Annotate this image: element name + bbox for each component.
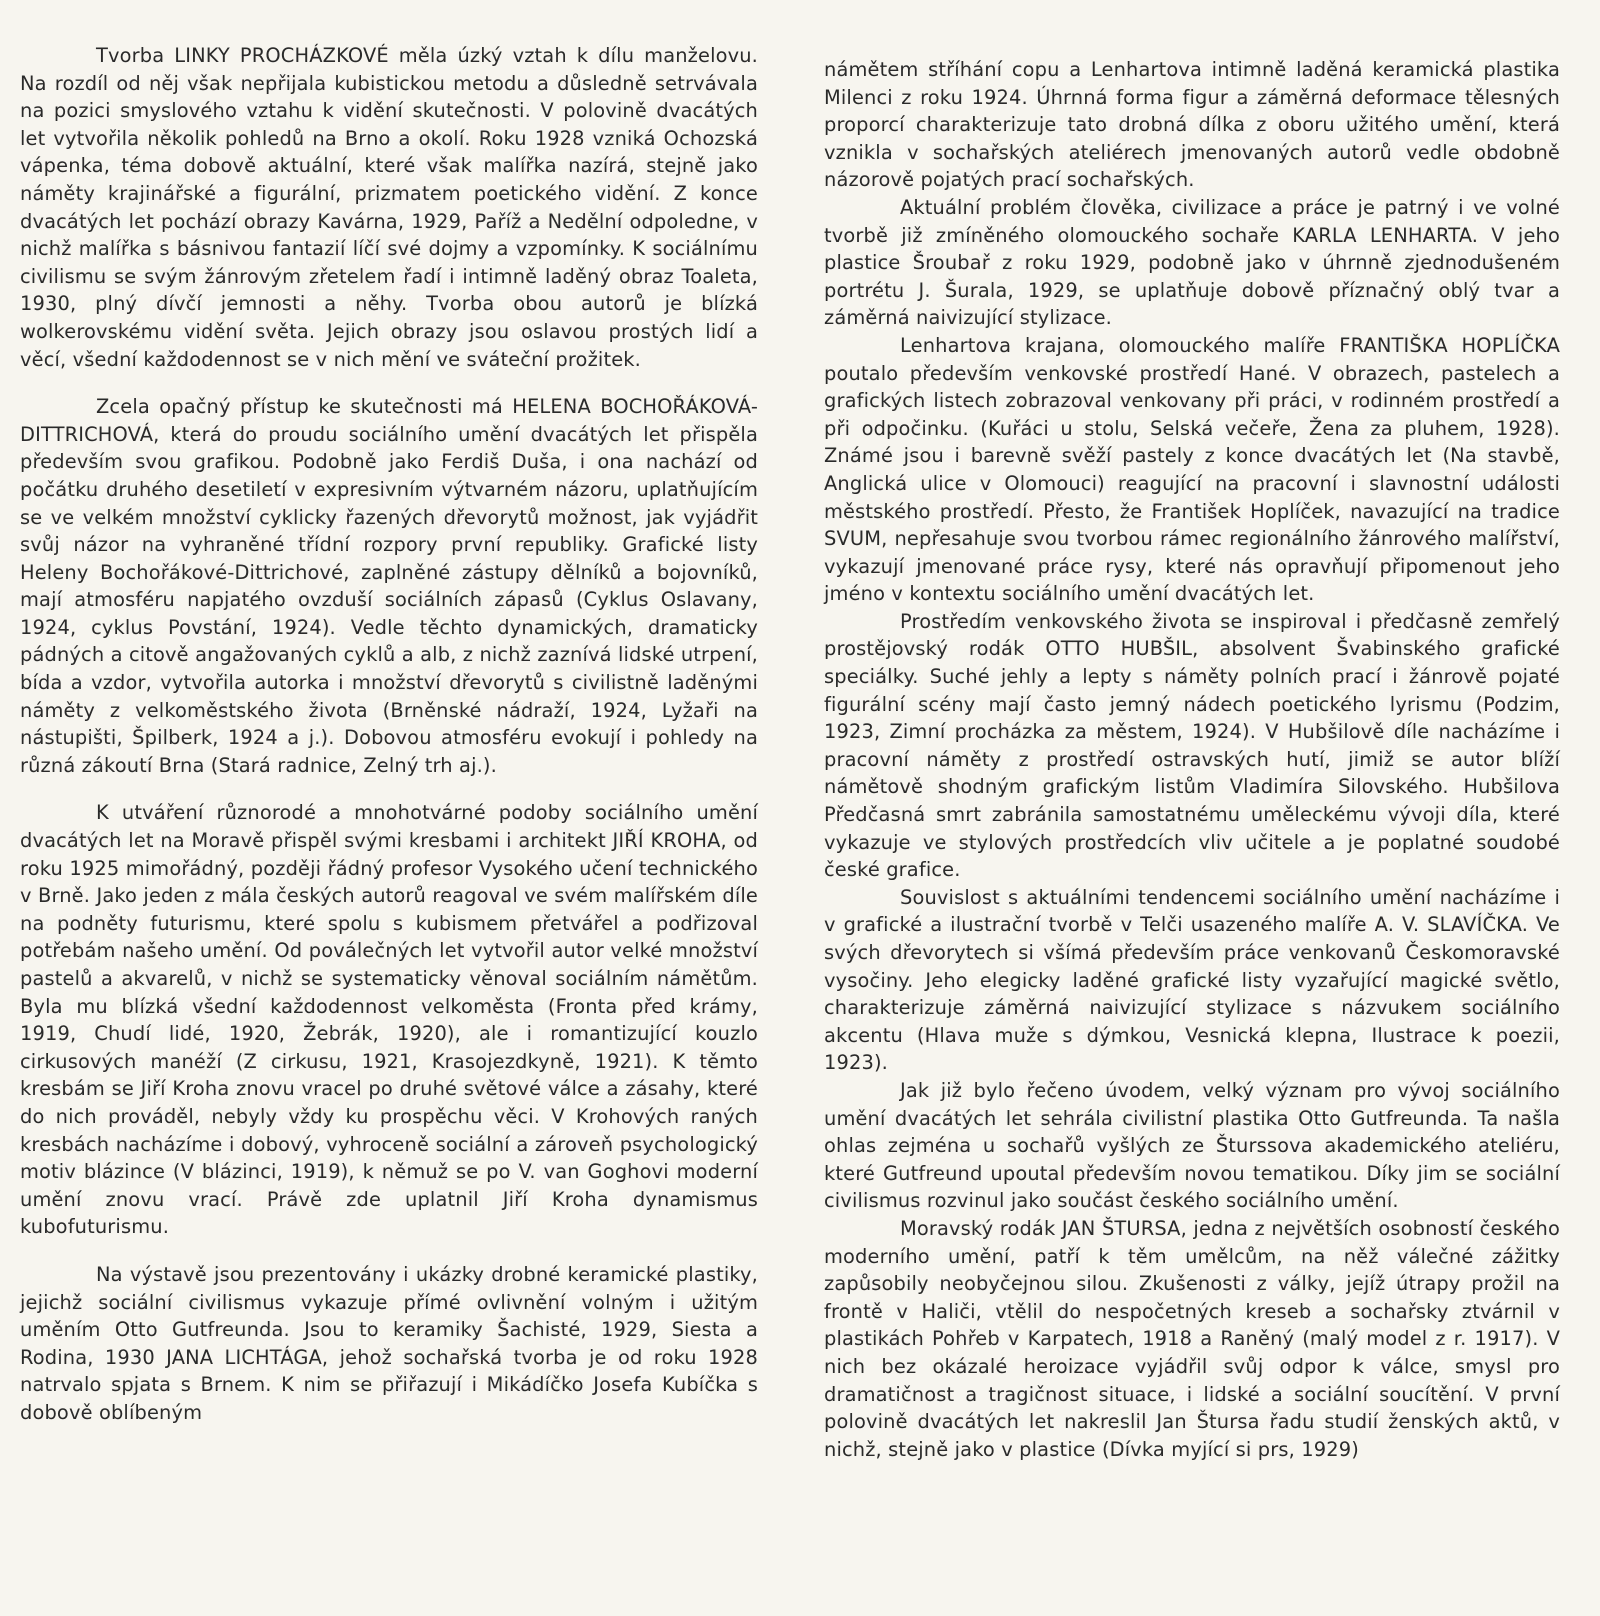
- paragraph-lenhart: Aktuální problém člověka, civilizace a práce je patrný i ve volné tvorbě již zmíněného olomouckého sochaře KARLA LENHARTA. V jeho plastice Šroubař z roku 1929, podobně jako v úhrnně zjednodušeném portrétu J. Šurala, 1929, se uplatňuje dobově příznačný oblý tvar a záměrná naivizující stylizace.: [824, 195, 1560, 330]
- paragraph-bochorakova: Zcela opačný přístup ke skutečnosti má HELENA BOCHOŘÁKOVÁ-DITTRICHOVÁ, která do proudu sociálního umění dvacátých let přispěla především svou grafikou. Podobně jako Ferdiš Duša, i ona nachází od počátku druhého desetiletí v expresivním výtvarném názoru, uplatňujícím se ve velkém množství cyklicky řazených dřevorytů možnost, jak vyjádřit svůj názor na vyhraněné třídní rozpory první republiky. Grafické listy Heleny Bochořákové-Dittrichové, zaplněné zástupy dělníků a bojovníků, mají atmosféru napjatého ovzduší sociálních zápasů (Cyklus Oslavany, 1924, cyklus Povstání, 1924). Vedle těchto dynamických, dramaticky pádných a citově angažovaných cyklů a alb, z nichž zaznívá lidské utrpení, bída a vzdor, vytvořila autorka i množství dřevorytů s civilistně laděnými náměty z velkoměstského života (Brněnské nádraží, 1924, Lyžaři na nástupišti, Špilberk, 1924 a j.). Dobovou atmosféru evokují i pohledy na různá zákoutí Brna (Stará radnice, Zelný trh aj.).: [20, 395, 758, 777]
- paragraph-gutfreund: Jak již bylo řečeno úvodem, velký význam pro vývoj sociálního umění dvacátých let sehrála civilistní plastika Otto Gutfreunda. Ta našla ohlas zejména u sochařů vyšlých ze Šturssova akademického ateliéru, které Gutfreund upoutal především novou tematikou. Díky jim se sociální civilismus rozvinul jako součást českého sociálního umění.: [824, 1078, 1560, 1213]
- paragraph-stursa: Moravský rodák JAN ŠTURSA, jedna z největších osobností českého moderního umění, patří k těm umělcům, na něž válečné zážitky zapůsobily neobyčejnou silou. Zkušenosti z války, jejíž útrapy prožil na frontě v Haliči, vtělil do nespočetných kreseb a sochařsky ztvárnil v plastikách Pohřeb v Karpatech, 1918 a Raněný (malý model z r. 1917). V nich bez okázalé heroizace vyjádřil svůj odpor k válce, smysl pro dramatičnost a tragičnost situace, i lidské a sociální soucítění. V první polovině dvacátých let nakreslil Jan Štursa řadu studií ženských aktů, v nichž, stejně jako v plastice (Dívka myjící si prs, 1929): [824, 1216, 1560, 1461]
- paragraph-kroha: K utváření různorodé a mnohotvárné podoby sociálního umění dvacátých let na Moravě přispěl svými kresbami i architekt JIŘÍ KROHA, od roku 1925 mimořádný, později řádný profesor Vysokého učení technického v Brně. Jako jeden z mála českých autorů reagoval ve svém malířském díle na podněty futurismu, které spolu s kubismem přetvářel a podřizoval potřebám našeho umění. Od poválečných let vytvořil autor velké množství pastelů a akvarelů, v nichž se systematicky věnoval sociálním námětům. Byla mu blízká všední každodennost velkoměsta (Fronta před krámy, 1919, Chudí lidé, 1920, Žebrák, 1920), ale i romantizující kouzlo cirkusových manéží (Z cirkusu, 1921, Krasojezdkyně, 1921). K těmto kresbám se Jiří Kroha znovu vracel po druhé světové válce a zásahy, které do nich prováděl, nebyly vždy ku prospěchu věci. V Krohových raných kresbách nacházíme i dobový, vyhroceně sociální a zároveň psychologický motiv blázince (V blázinci, 1919), k němuž se po V. van Goghovi moderní umění znovu vrací. Právě zde uplatnil Jiří Kroha dynamismus kubofuturismu.: [20, 801, 758, 1239]
- paragraph-slavicek: Souvislost s aktuálními tendencemi sociálního umění nacházíme i v grafické a ilustrační tvorbě v Telči usazeného malíře A. V. SLAVÍČKA. Ve svých dřevorytech si všímá především práce venkovanů Českomoravské vysočiny. Jeho elegicky laděné grafické listy vyzařující magické světlo, charakterizuje záměrná naivizující stylizace s názvukem sociálního akcentu (Hlava muže s dýmkou, Vesnická klepna, Ilustrace k poezii, 1923).: [824, 885, 1560, 1075]
- paragraph-ceramics-continued: námětem stříhání copu a Lenhartova intimně laděná keramická plastika Milenci z roku 1924. Úhrnná forma figur a záměrná deformace tělesných proporcí charakterizuje tato drobná dílka z oboru užitého umění, která vznikla v sochařských ateliérech jmenovaných autorů vedle obdobně názorově pojatých prací sochařských.: [824, 58, 1560, 192]
- left-text-column: [20, 42, 758, 1616]
- paragraph-prochazkova: Tvorba LINKY PROCHÁZKOVÉ měla úzký vztah k dílu manželovu. Na rozdíl od něj však nepřijala kubistickou metodu a důsledně setrvávala na pozici smyslového vztahu k vidění skutečnosti. V polovině dvacátých let vytvořila několik pohledů na Brno a okolí. Roku 1928 vzniká Ochozská vápenka, téma dobově aktuální, které však malířka nazírá, stejně jako náměty krajinářské a figurální, prizmatem poetického vidění. Z konce dvacátých let pochází obrazy Kavárna, 1929, Paříž a Nedělní odpoledne, v nichž malířka s básnivou fantazií líčí své dojmy a vzpomínky. K sociálnímu civilismu se svým žánrovým zřetelem řadí i intimně laděný obraz Toaleta, 1930, plný dívčí jemnosti a něhy. Tvorba obou autorů je blízká wolkerovskému vidění světa. Jejich obrazy jsou oslavou prostých lidí a věcí, všední každodennost se v nich mění ve sváteční prožitek.: [20, 44, 758, 371]
- paragraph-hubsil: Prostředím venkovského života se inspiroval i předčasně zemřelý prostějovský rodák OTTO HUBŠIL, absolvent Švabinského grafické speciálky. Suché jehly a lepty s náměty polních prací i žánrově pojaté figurální scény mají často jemný nádech poetického lyrismu (Podzim, 1923, Zimní procházka za městem, 1924). V Hubšilově díle nacházíme i pracovní náměty z prostředí ostravských hutí, jimiž se autor blíží námětově shodným grafickým listům Vladimíra Silovského. Hubšilova Předčasná smrt zabránila samostatnému uměleckému vývoji díla, které vykazuje ve stylových prostředcích vliv učitele a je poplatné soudobé české grafice.: [824, 609, 1560, 882]
- paragraph-hoplicek: Lenhartova krajana, olomouckého malíře FRANTIŠKA HOPLÍČKA poutalo především venkovské prostředí Hané. V obrazech, pastelech a grafických listech zobrazoval venkovany při práci, v rodinném prostředí a při odpočinku. (Kuřáci u stolu, Selská večeře, Žena za pluhem, 1928). Známé jsou i barevně svěží pastely z konce dvacátých let (Na stavbě, Anglická ulice v Olomouci) reagující na pracovní i slavnostní události městského prostředí. Přesto, že František Hoplíček, navazující na tradice SVUM, nepřesahuje svou tvorbou rámec regionálního žánrového malířství, vykazují jmenované práce rysy, které nás opravňují připomenout jeho jméno v kontextu sociálního umění dvacátých let.: [824, 333, 1560, 606]
- right-text-column: [824, 56, 1560, 1616]
- paragraph-lichtag: Na výstavě jsou prezentovány i ukázky drobné keramické plastiky, jejichž sociální civilismus vykazuje přímé ovlivnění volným i užitým uměním Otto Gutfreunda. Jsou to keramiky Šachisté, 1929, Siesta a Rodina, 1930 JANA LICHTÁGA, jehož sochařská tvorba je od roku 1928 natrvalo spjata s Brnem. K nim se přiřazují i Mikádíčko Josefa Kubíčka s dobově oblíbeným: [20, 1262, 758, 1424]
